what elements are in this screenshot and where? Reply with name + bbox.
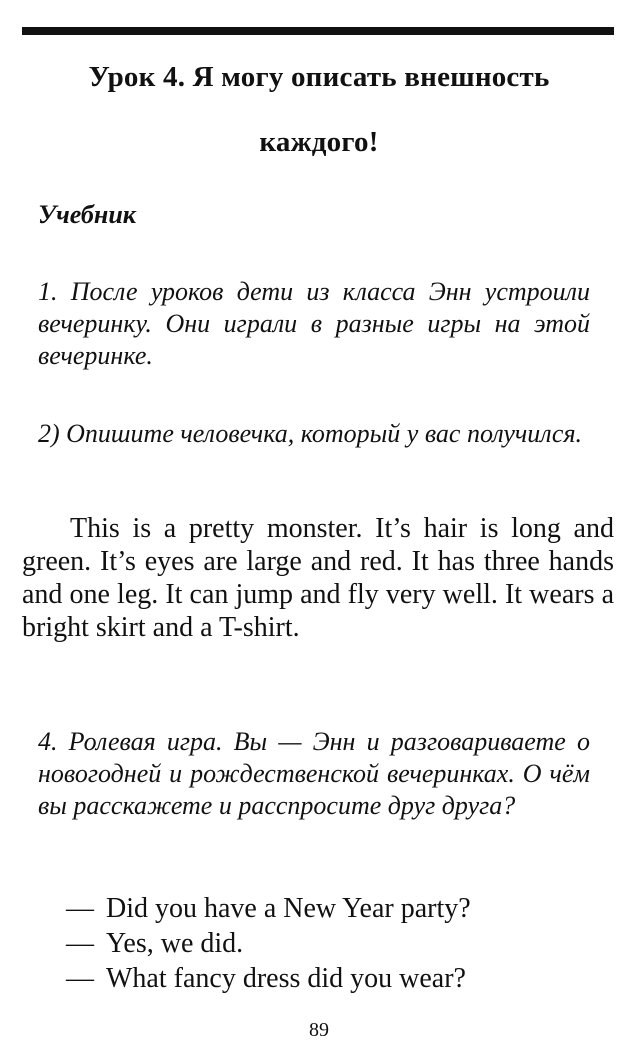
lesson-title-line-2: каждого! <box>259 126 379 158</box>
dialogue-dash: — <box>66 928 94 959</box>
dialogue-line <box>66 926 471 961</box>
dialogue-line <box>66 891 471 926</box>
task-4-instruction: 4. Ролевая игра. Вы — Энн и разговариваете о новогодней и рождественской вечеринках. О чём вы расскажете и расспросите друг друга? <box>38 727 590 820</box>
lesson-title-line-1: Урок 4. Я могу описать внешность <box>88 61 550 93</box>
dialogue-line <box>66 961 471 996</box>
dialogue-line-text: What fancy dress did you wear? <box>106 963 466 994</box>
dialogue-dash: — <box>66 963 94 994</box>
dialogue-dash: — <box>66 893 94 924</box>
monster-description: This is a pretty monster. It’s hair is long and green. It’s eyes are large and red. It has three hands and one leg. It can jump and fly very well. It wears a bright skirt and a T-shirt. <box>22 513 614 643</box>
section-label: Учебник <box>38 200 136 229</box>
dialogue-line-text: Did you have a New Year party? <box>106 893 471 924</box>
task-1-instruction: 1. После уроков дети из класса Энн устроили вечеринку. Они играли в разные игры на этой вечеринке. <box>38 277 590 370</box>
page-number: 89 <box>309 1019 329 1041</box>
dialogue-list <box>66 891 471 996</box>
task-2-instruction: 2) Опишите человечка, который у вас получился. <box>38 419 583 448</box>
dialogue-line-text: Yes, we did. <box>106 928 244 959</box>
top-rule <box>22 27 614 35</box>
